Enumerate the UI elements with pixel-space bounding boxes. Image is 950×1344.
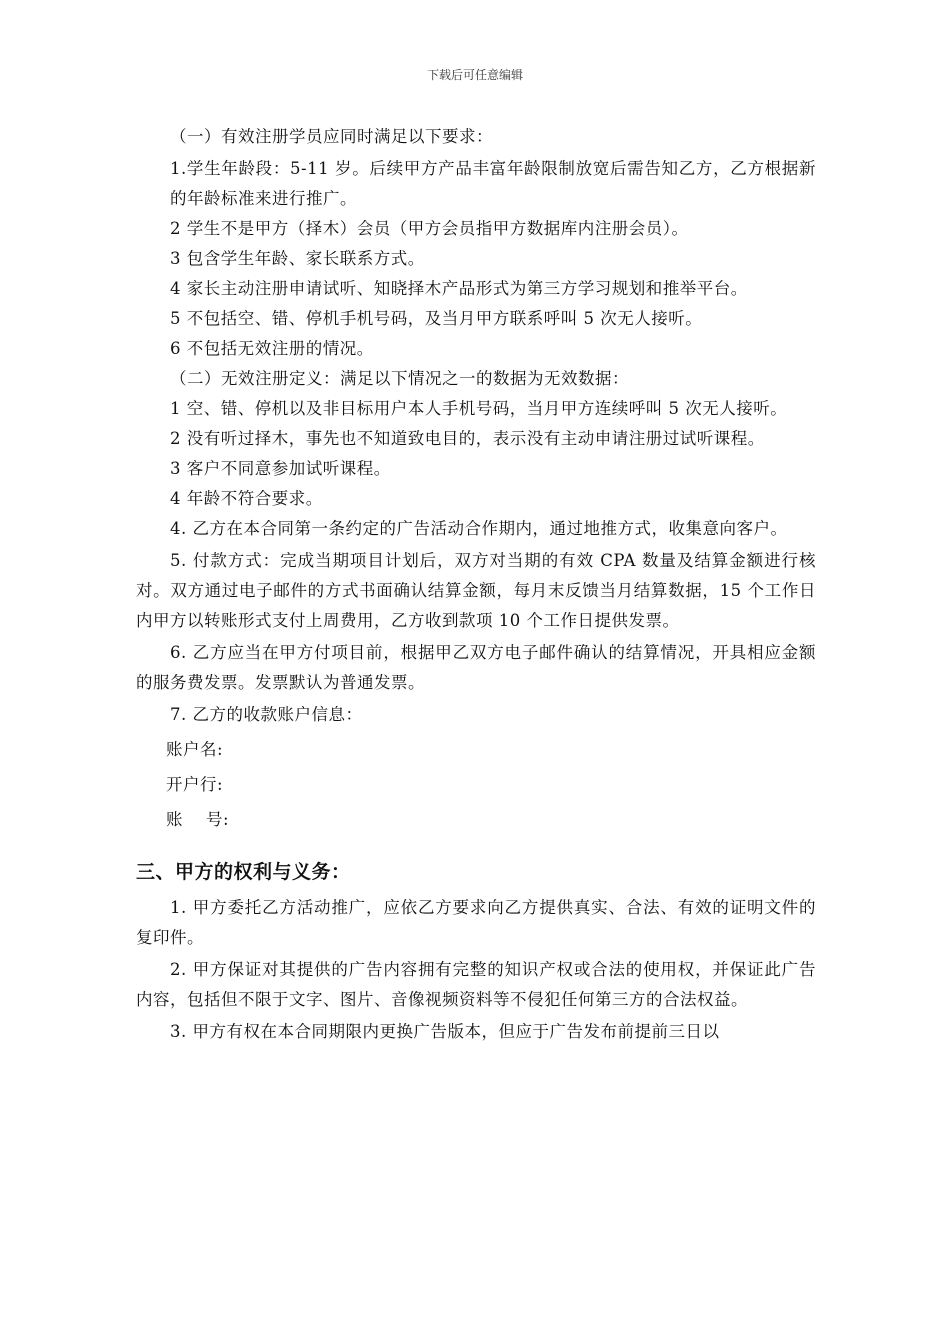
clause-6-invoice: 6. 乙方应当在甲方付项目前，根据甲乙双方电子邮件确认的结算情况，开具相应金额的服务费发票。发票默认为普通发票。 (136, 643, 816, 692)
account-number-label: 账 号: (166, 810, 230, 829)
clause-4: 4. 乙方在本合同第一条约定的广告活动合作期内，通过地推方式，收集意向客户。 (170, 519, 788, 538)
section-3-clause-3: 3. 甲方有权在本合同期限内更换广告版本，但应于广告发布前提前三日以 (170, 1022, 720, 1041)
document-body (136, 122, 816, 1049)
valid-item-6: 6 不包括无效注册的情况。 (170, 339, 374, 358)
invalid-item-2: 2 没有听过择木，事先也不知道致电目的，表示没有主动申请注册过试听课程。 (170, 429, 765, 448)
valid-item-2: 2 学生不是甲方（择木）会员（甲方会员指甲方数据库内注册会员）。 (170, 219, 689, 238)
account-bank-label: 开户行: (166, 775, 224, 794)
clause-5-payment: 5. 付款方式：完成当期项目计划后，双方对当期的有效 CPA 数量及结算金额进行核对。双方通过电子邮件的方式书面确认结算金额，每月末反馈当月结算数据，15 个工作日内甲方以转账形式支付上周费用，乙方收到款项 10 个工作日提供发票。 (136, 551, 816, 630)
page-header-note: 下载后可任意编辑 (426, 68, 523, 82)
invalid-item-1: 1 空、错、停机以及非目标用户本人手机号码，当月甲方连续呼叫 5 次无人接听。 (170, 399, 788, 418)
invalid-item-4: 4 年龄不符合要求。 (170, 489, 323, 508)
valid-item-1: 1.学生年龄段：5-11 岁。后续甲方产品丰富年龄限制放宽后需告知乙方，乙方根据新的年龄标准来进行推广。 (170, 159, 816, 208)
section-3-clause-1: 1. 甲方委托乙方活动推广，应依乙方要求向乙方提供真实、合法、有效的证明文件的复印件。 (136, 898, 816, 947)
clause-7-account-info: 7. 乙方的收款账户信息： (170, 705, 363, 724)
valid-item-4: 4 家长主动注册申请试听、知晓择木产品形式为第三方学习规划和推举平台。 (170, 279, 748, 298)
valid-item-3: 3 包含学生年龄、家长联系方式。 (170, 249, 425, 268)
section-3-title: 三、甲方的权利与义务： (136, 861, 351, 883)
section-3-clause-2: 2. 甲方保证对其提供的广告内容拥有完整的知识产权或合法的使用权，并保证此广告内容，包括但不限于文字、图片、音像视频资料等不侵犯任何第三方的合法权益。 (136, 960, 816, 1009)
account-name-label: 账户名: (166, 740, 224, 759)
invalid-registration-title: （二）无效注册定义：满足以下情况之一的数据为无效数据： (170, 369, 629, 388)
valid-registration-title: （一）有效注册学员应同时满足以下要求： (170, 127, 493, 146)
valid-item-5: 5 不包括空、错、停机手机号码，及当月甲方联系呼叫 5 次无人接听。 (170, 309, 703, 328)
invalid-item-3: 3 客户不同意参加试听课程。 (170, 459, 391, 478)
